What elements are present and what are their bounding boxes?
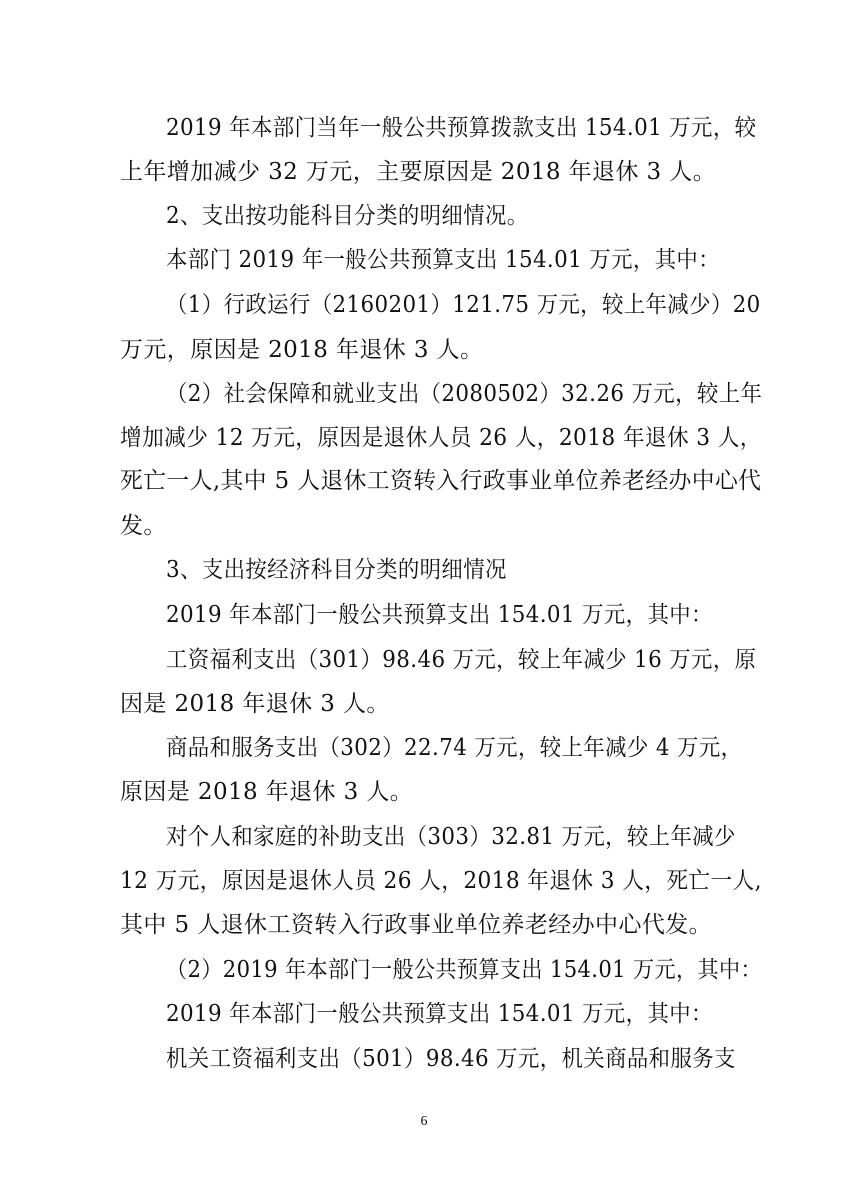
text-line: 死亡一人,其中 5 人退休工资转入行政事业单位养老经办中心代 [120, 468, 762, 494]
text-line: 万元，原因是 2018 年退休 3 人。 [120, 337, 484, 363]
text-line: 因是 2018 年退休 3 人。 [120, 691, 390, 717]
section-heading: 2、支出按功能科目分类的明细情况。 [166, 203, 529, 229]
text-line: 增加减少 12 万元，原因是退休人员 26 人，2018 年退休 3 人， [120, 425, 762, 451]
text-line: 其中 5 人退休工资转入行政事业单位养老经办中心代发。 [120, 912, 713, 938]
text-line: 机关工资福利支出（501）98.46 万元，机关商品和服务支 [166, 1046, 736, 1072]
text-line: 商品和服务支出（302）22.74 万元，较上年减少 4 万元， [166, 735, 743, 761]
text-line: 对个人和家庭的补助支出（303）32.81 万元，较上年减少 [166, 824, 736, 850]
text-line: （2）2019 年本部门一般公共预算支出 154.01 万元，其中： [166, 957, 762, 983]
text-line: （1）行政运行（2160201）121.75 万元，较上年减少）20 [166, 292, 761, 318]
page-number: 6 [420, 1114, 428, 1129]
text-line: 12 万元，原因是退休人员 26 人，2018 年退休 3 人，死亡一人, [120, 868, 762, 894]
text-line: 本部门 2019 年一般公共预算支出 154.01 万元，其中： [166, 247, 721, 273]
text-line: 2019 年本部门当年一般公共预算拨款支出 154.01 万元，较 [166, 115, 757, 141]
text-line: （2）社会保障和就业支出（2080502）32.26 万元，较上年 [166, 381, 763, 407]
text-line: 2019 年本部门一般公共预算支出 154.01 万元，其中： [166, 1001, 713, 1027]
text-line: 发。 [120, 513, 167, 539]
text-line: 原因是 2018 年退休 3 人。 [120, 779, 414, 805]
text-line: 上年增加减少 32 万元，主要原因是 2018 年退休 3 人。 [120, 159, 717, 185]
text-line: 工资福利支出（301）98.46 万元，较上年减少 16 万元，原 [166, 647, 757, 673]
section-heading: 3、支出按经济科目分类的明细情况 [166, 557, 507, 583]
text-line: 2019 年本部门一般公共预算支出 154.01 万元，其中： [166, 602, 713, 628]
